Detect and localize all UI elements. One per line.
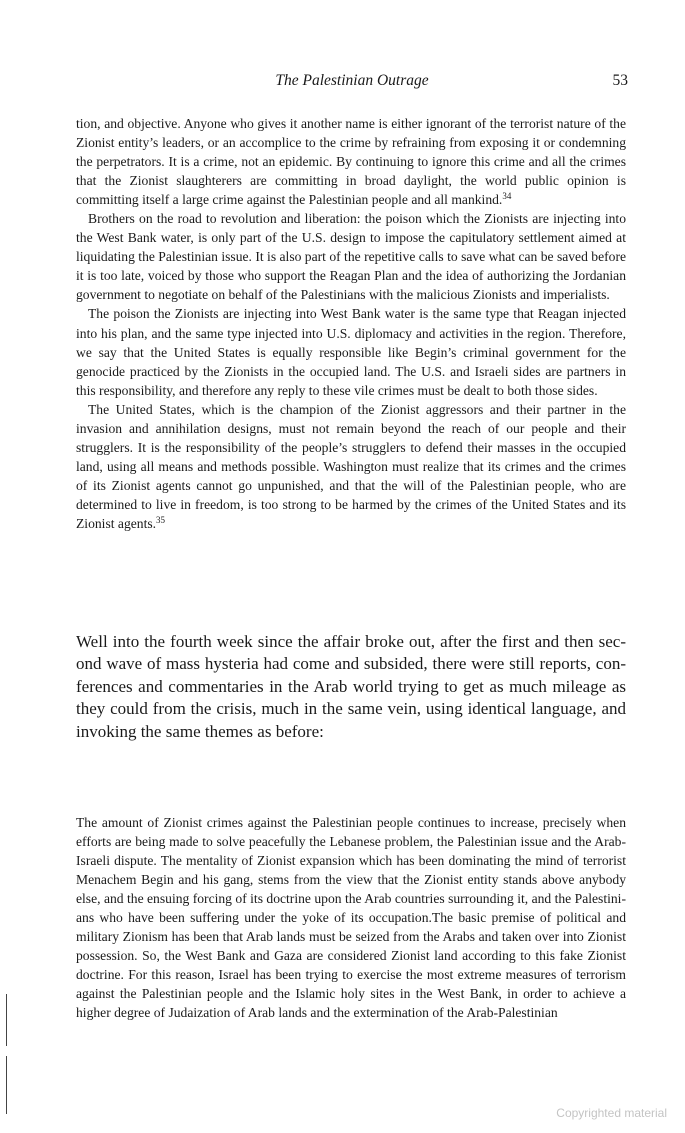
footnote-ref-35: 35 (156, 514, 166, 525)
quote1-paragraph-4 (76, 400, 626, 533)
margin-rule-lower (6, 1056, 7, 1114)
page-number: 53 (612, 72, 628, 89)
quote1-paragraph-2: Brothers on the road to revolution and liberation: the poison which the Zionists are injecting into the West Bank water, is only part of the U.S. design to impose the capitulatory settlement aimed at liquidating the Palestinian issue. It is also part of the repetitive calls to save what can be saved before it is too late, voiced by those who support the Reagan Plan and the idea of authorizing the Jordanian government to negotiate on behalf of the Palestinians with the malicious Zionists and imperialists. (76, 211, 627, 303)
block-quote-1 (76, 114, 626, 533)
running-head (76, 72, 628, 96)
quote2-paragraph-1: The amount of Zionist crimes against the Palestinian people continues to increase, precisely when efforts are being made to solve peacefully the Lebanese problem, the Palestinian issue and the Arab-Israeli dispute. The mentality of Zionist expansion which has been dominating the mind of terrorist Menachem Begin and his gang, stems from the view that the Zionist entity stands above anybody else, and the ensuing forcing of its doctrine upon the Arab countries surrounding it, and the Palestinians who have been suffering under the yoke of its occupation.The basic premise of political and military Zionism has been that Arab lands must be seized from the Arabs and taken over into Zionist possession. So, the West Bank and Gaza are considered Zionist land according to this fake Zionist doctrine. For this reason, Israel has been trying to exercise the most extreme measures of terrorism against the Palestinian people and the Islamic holy sites in the West Bank, in order to achieve a higher degree of Judaization of Arab lands and the extermination of the Arab-Palestinian (76, 815, 626, 1021)
margin-rule-upper (6, 994, 7, 1046)
quote1-paragraph-1-text: tion, and objective. Anyone who gives it another name is either ignorant of the terrorist nature of the Zionist entity’s leaders, or an accomplice to the crime by refraining from exposing it or condemning the perpetrators. It is a crime, not an epidemic. By continuing to ignore this crime and all the crimes that the Zionist slaughterers are committing in broad daylight, the world public opinion is committing itself a large crime against the Palestinian people and all mankind. (76, 116, 626, 208)
body-paragraph: Well into the fourth week since the affair broke out, after the first and then second wave of mass hysteria had come and subsided, there were still reports, conferences and commentaries in the Arab world trying to get as much mileage as they could from the crisis, much in the same vein, using identical language, and invoking the same themes as before: (76, 632, 626, 741)
quote1-paragraph-3: The poison the Zionists are injecting into West Bank water is the same type that Reagan injected into his plan, and the same type injected into U.S. diplomacy and activities in the region. Therefore, we say that the United States is equally responsible like Begin’s criminal government for the genocide practiced by the Zionists in the occupied land. The U.S. and Israeli sides are partners in this responsibility, and therefore any reply to these vile crimes must be dealt to both those sides. (76, 306, 626, 398)
quote1-paragraph-1 (76, 114, 626, 209)
copyright-watermark: Copyrighted material (556, 1106, 667, 1120)
quote1-paragraph-4-text: The United States, which is the champion of the Zionist aggressors and their partner in the invasion and annihilation designs, must not remain beyond the reach of our people and their strugglers. It is the responsibility of the people’s strugglers to defend their masses in the occupied land, using all means and methods possible. Washington must realize that its crimes and the crimes of its Zionist agents cannot go unpunished, and that the will of the Palestinian people, who are determined to live in freedom, is too strong to be harmed by the crimes of the United States and its Zionist agents. (76, 401, 626, 531)
running-title: The Palestinian Outrage (275, 72, 429, 89)
footnote-ref-34: 34 (502, 191, 512, 202)
block-quote-2 (76, 813, 626, 1023)
